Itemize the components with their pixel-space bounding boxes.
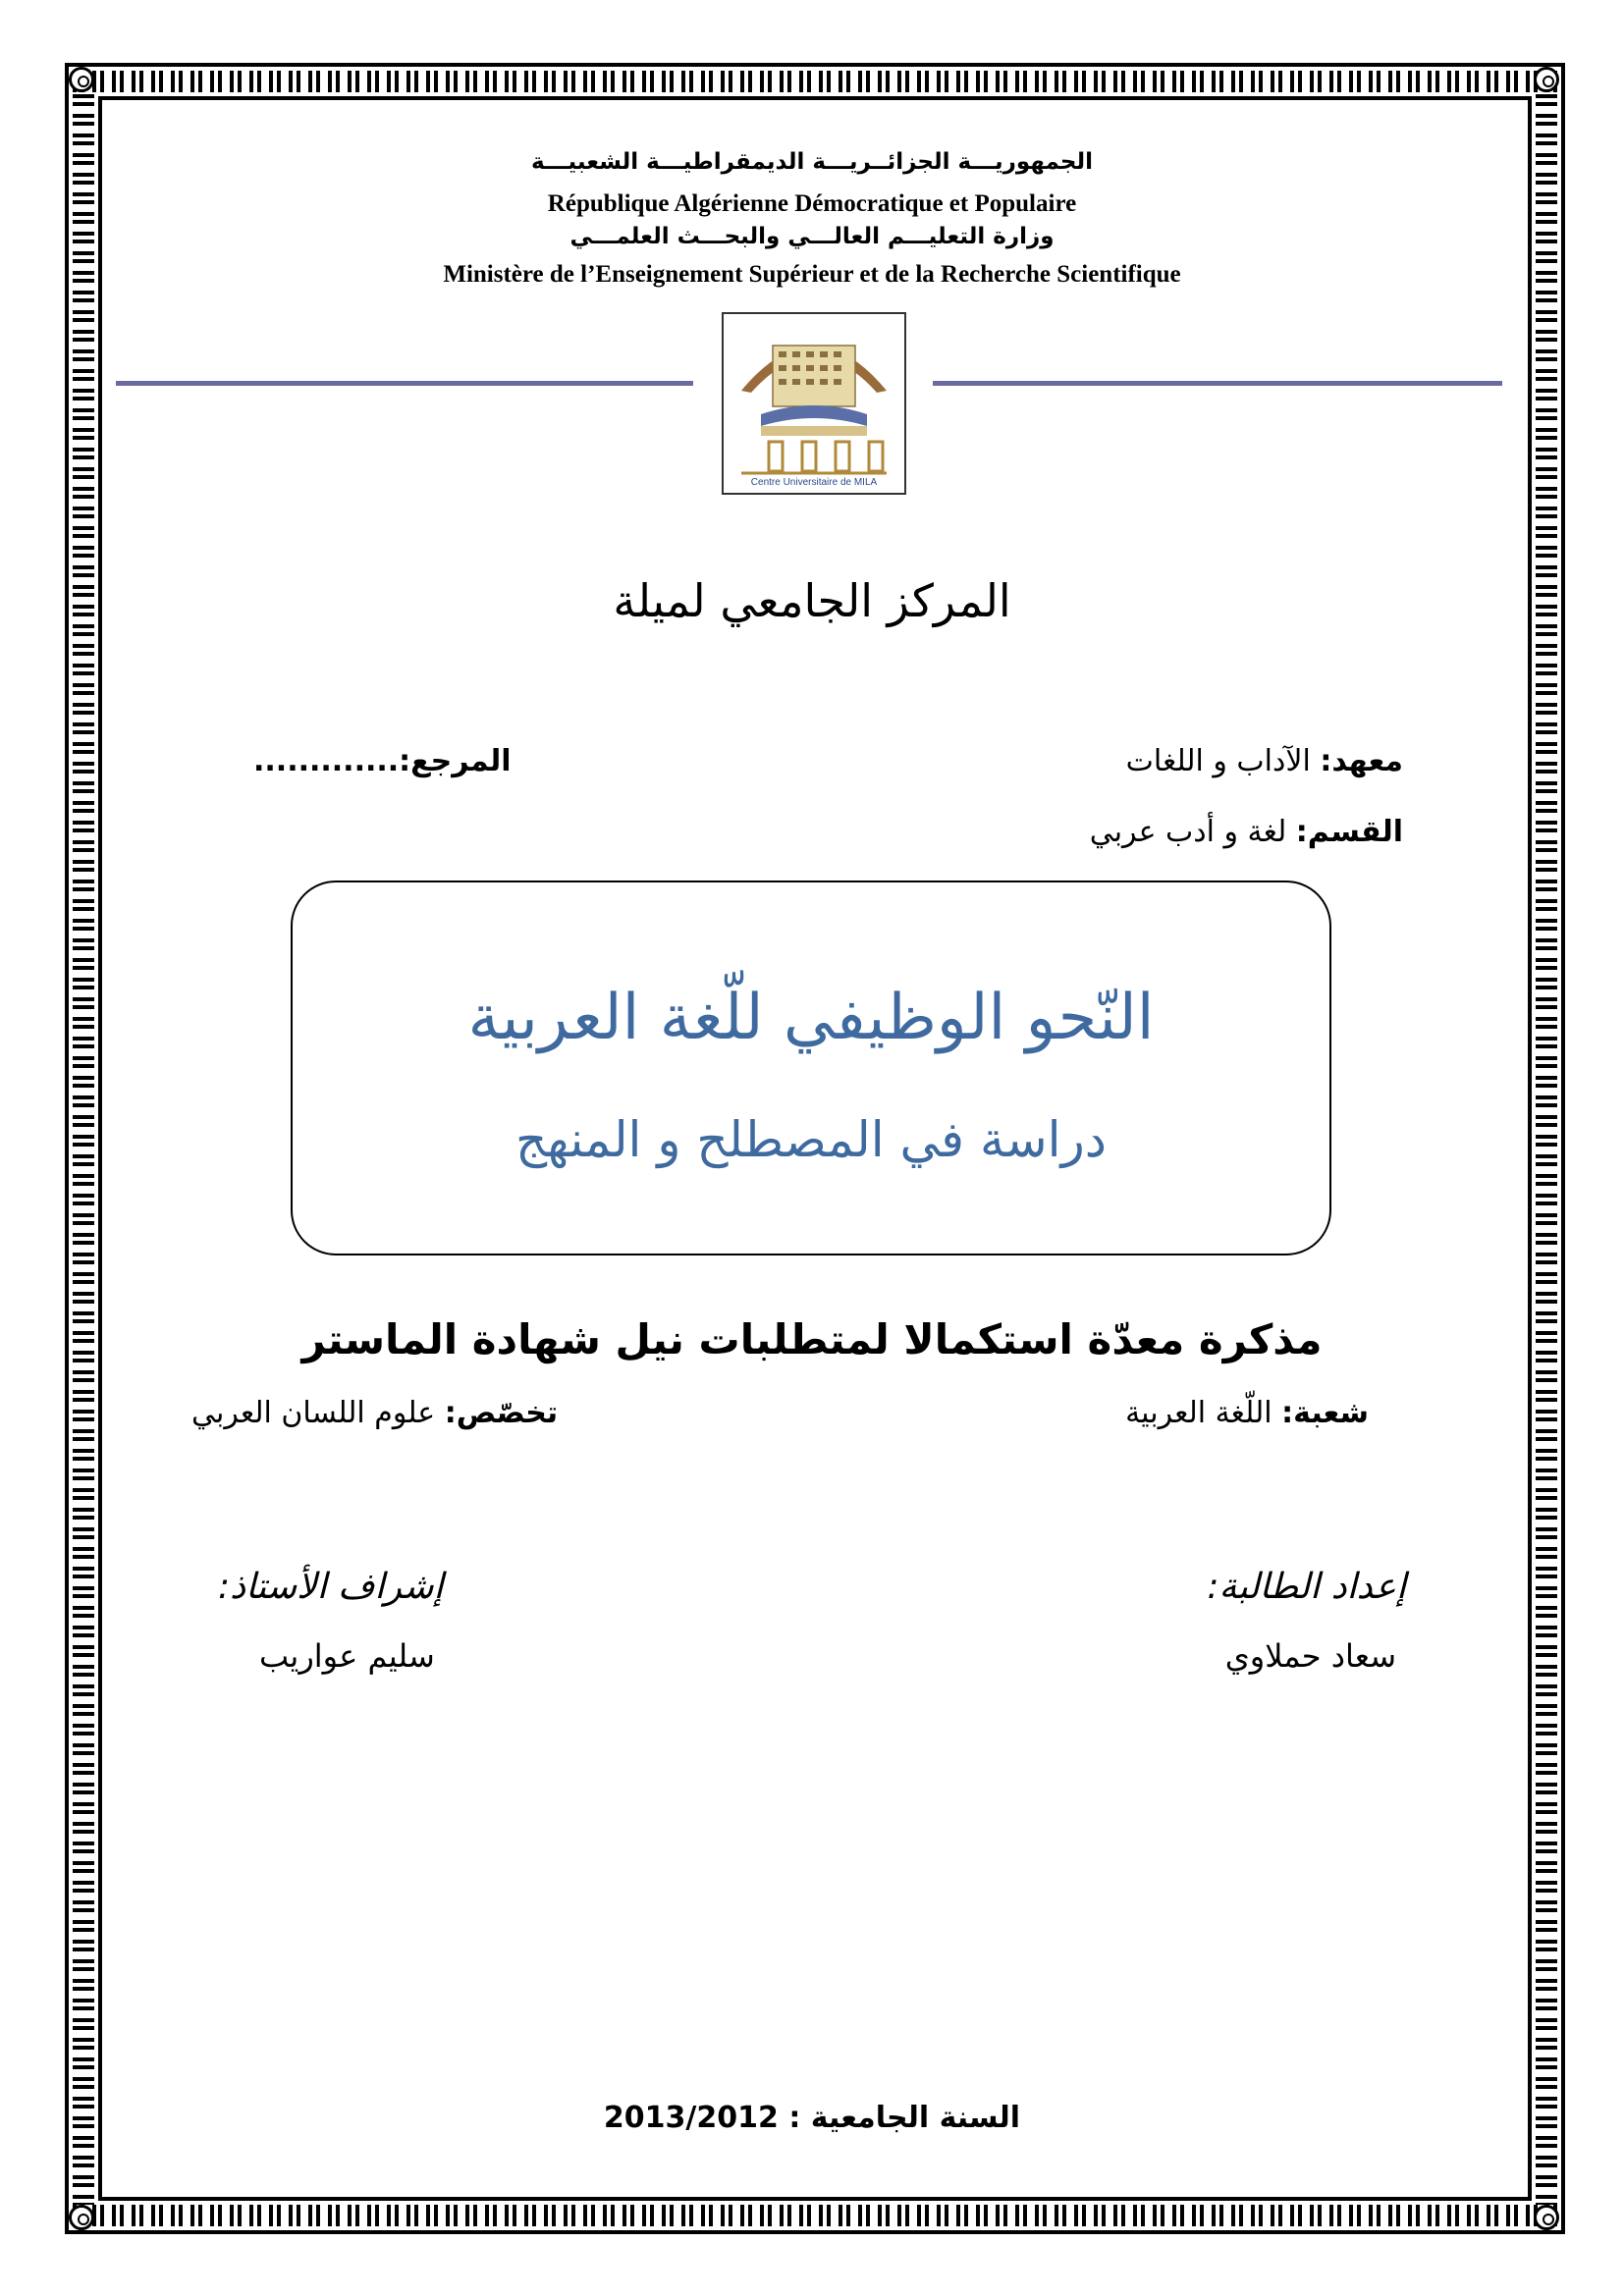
republic-arabic: الجمهوريـــة الجزائــريـــة الديمقراطيـــة الشعبيـــة bbox=[530, 149, 1094, 175]
corner-ornament-icon bbox=[69, 2205, 94, 2230]
corner-ornament-icon bbox=[1534, 2205, 1559, 2230]
specialty-label: تخصّص: bbox=[444, 1396, 559, 1430]
reference-label: المرجع: bbox=[399, 744, 512, 778]
logo-caption: Centre Universitaire de MILA bbox=[750, 477, 878, 488]
department-label: القسم: bbox=[1295, 815, 1403, 849]
institution-name: المركز الجامعي لميلة bbox=[613, 574, 1011, 627]
department-line bbox=[1090, 815, 1403, 849]
specialty-line bbox=[191, 1396, 558, 1430]
department-value: لغة و أدب عربي bbox=[1089, 815, 1287, 849]
reference-value: ............. bbox=[253, 744, 400, 778]
institute-value: الآداب و اللغات bbox=[1125, 744, 1311, 778]
thesis-subtitle: دراسة في المصطلح و المنهج bbox=[515, 1111, 1107, 1168]
title-box bbox=[291, 881, 1331, 1255]
reference-line bbox=[253, 744, 512, 778]
branch-line bbox=[1125, 1396, 1369, 1430]
student-name: سعاد حملاوي bbox=[1224, 1637, 1396, 1675]
academic-year-value: 2013/2012 bbox=[603, 2101, 779, 2135]
corner-ornament-icon bbox=[1534, 67, 1559, 92]
institute-label: معهد: bbox=[1320, 744, 1403, 778]
republic-french: République Algérienne Démocratique et Populaire bbox=[547, 190, 1077, 217]
specialty-value: علوم اللسان العربي bbox=[191, 1396, 436, 1430]
university-logo bbox=[722, 312, 906, 495]
supervisor-label: إشراف الأستاذ: bbox=[218, 1567, 444, 1607]
institute-line bbox=[1126, 744, 1403, 778]
header-rule-left bbox=[116, 381, 693, 386]
corner-ornament-icon bbox=[69, 67, 94, 92]
thesis-statement: مذكرة معدّة استكمالا لمتطلبات نيل شهادة الماستر bbox=[301, 1315, 1323, 1363]
supervisor-name: سليم عواريب bbox=[259, 1637, 435, 1675]
header-rule-right bbox=[933, 381, 1502, 386]
academic-year-label: السنة الجامعية : bbox=[788, 2101, 1021, 2135]
ministry-arabic: وزارة التعليـــم العالـــي والبحـــث العلمـــي bbox=[569, 224, 1055, 249]
academic-year bbox=[0, 2101, 1624, 2135]
student-label: إعداد الطالبة: bbox=[1207, 1567, 1406, 1607]
thesis-title: النّحو الوظيفي للّغة العربية bbox=[467, 982, 1155, 1054]
branch-value: اللّغة العربية bbox=[1125, 1396, 1272, 1430]
ministry-french: Ministère de l’Enseignement Supérieur et de la Recherche Scientifique bbox=[443, 261, 1181, 288]
branch-label: شعبة: bbox=[1281, 1396, 1369, 1430]
